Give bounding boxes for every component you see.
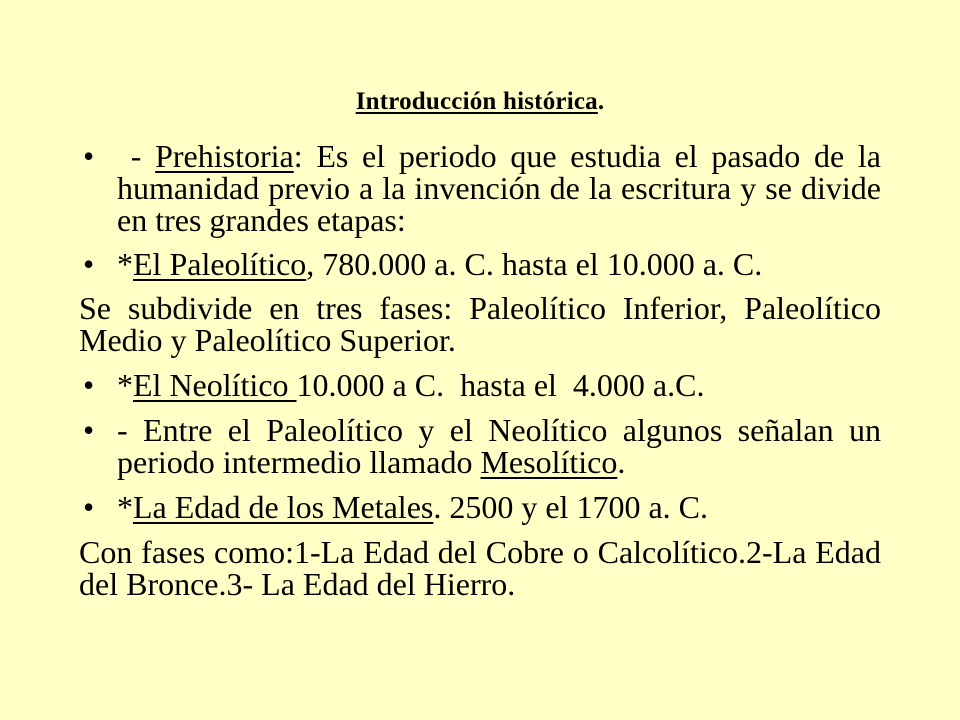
bullet-paleolitico — [79, 248, 881, 280]
metales-text: . 2500 y el 1700 a. C. — [433, 489, 708, 525]
bullet-metales — [79, 491, 881, 523]
slide-title — [0, 86, 960, 118]
prehistoria-prefix: - — [117, 138, 156, 174]
metales-prefix: * — [117, 489, 133, 525]
bullet-mesolitico — [79, 414, 881, 478]
title-underlined: Introducción histórica — [355, 88, 598, 115]
bullet-neolitico — [79, 369, 881, 401]
metales-term: La Edad de los Metales — [133, 489, 434, 525]
bullet-dot: • — [83, 412, 95, 448]
paleolitico-term: El Paleolítico — [133, 246, 307, 282]
paragraph-fases: Con fases como:1-La Edad del Cobre o Calcolítico.2-La Edad del Bronce.3- La Edad del Hierro. — [79, 534, 881, 602]
neolitico-prefix: * — [117, 367, 133, 403]
bullet-dot: • — [83, 138, 95, 174]
neolitico-term: El Neolítico — [133, 367, 297, 403]
bullet-dot: • — [83, 489, 95, 525]
bullet-prehistoria — [79, 140, 881, 236]
bullet-dot: • — [83, 367, 95, 403]
title-suffix: . — [597, 88, 605, 115]
slide-content — [79, 140, 881, 600]
paleolitico-prefix: * — [117, 246, 133, 282]
mesolitico-suffix: . — [617, 444, 626, 480]
mesolitico-term: Mesolítico — [480, 444, 618, 480]
paragraph-subdivide: Se subdivide en tres fases: Paleolítico Inferior, Paleolítico Medio y Paleolítico Superior. — [79, 290, 881, 358]
paleolitico-text: , 780.000 a. C. hasta el 10.000 a. C. — [306, 246, 763, 282]
prehistoria-term: Prehistoria — [155, 138, 294, 174]
bullet-dot: • — [83, 246, 95, 282]
prehistoria-text: : Es el periodo que estudia el pasado de la humanidad previo a la invención de la escritura y se divide en tres grandes etapas: — [117, 138, 882, 238]
mesolitico-text: - Entre el Paleolítico y el Neolítico algunos señalan un periodo intermedio llamado — [117, 412, 881, 480]
neolitico-text: 10.000 a C. hasta el 4.000 a.C. — [296, 367, 705, 403]
